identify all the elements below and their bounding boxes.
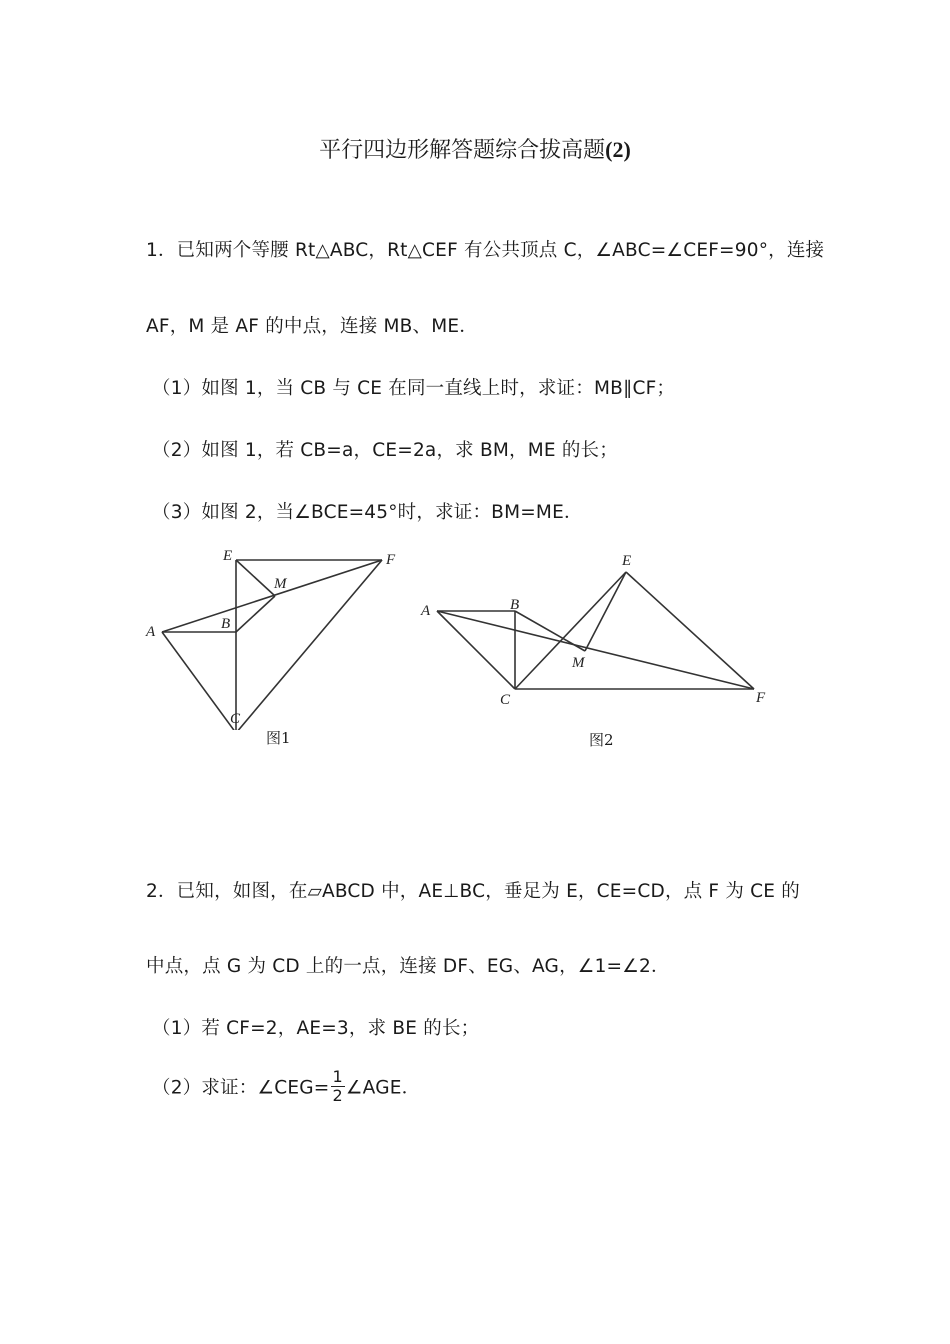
figure-1-labels [140,545,410,730]
title-main: 平行四边形解答题综合拔高题 [319,138,606,163]
figure-2-caption: 图2 [589,731,614,749]
figure-2-labels [415,545,780,710]
fig1-label-B: B [221,616,231,632]
problem2-question1: （1）若 CF=2，AE=3，求 BE 的长； [152,1018,480,1039]
figure-2 [415,545,780,710]
fig1-label-E: E [223,548,233,564]
fig1-label-M: M [274,576,287,592]
fig2-label-C: C [500,692,511,708]
problem2-statement-line1: 2．已知，如图，在▱ABCD 中，AE⊥BC，垂足为 E，CE=CD，点 F 为 CE 的 [146,881,800,902]
problem1-question1: （1）如图 1，当 CB 与 CE 在同一直线上时，求证：MB∥CF； [152,378,676,399]
problem1-statement-line1: 1．已知两个等腰 Rt△ABC，Rt△CEF 有公共顶点 C，∠ABC=∠CEF=90°，连接 [146,240,825,261]
fraction-numerator: 1 [332,1067,343,1086]
fig1-label-A: A [146,624,156,640]
problem2-q2-suffix: ∠AGE． [345,1077,421,1099]
fig2-label-A: A [421,603,431,619]
fig1-label-C: C [230,711,241,727]
problem2-q2-prefix: （2）求证：∠CEG= [152,1077,330,1099]
problem1-question3: （3）如图 2，当∠BCE=45°时，求证：BM=ME． [152,502,583,523]
fig2-label-M: M [572,655,585,671]
problem2-question2 [152,1067,421,1106]
problem2-statement-line2: 中点，点 G 为 CD 上的一点，连接 DF、EG、AG，∠1=∠2． [146,956,670,977]
problem1-question2: （2）如图 1，若 CB=a，CE=2a，求 BM，ME 的长； [152,440,618,461]
problem1-statement-line2: AF，M 是 AF 的中点，连接 MB、ME． [146,316,478,337]
fraction-one-half [331,1069,345,1104]
page-title [0,133,950,164]
figure-1-caption: 图1 [266,729,291,747]
title-suffix: (2) [605,137,631,162]
fig2-label-F: F [756,690,766,706]
fraction-denominator: 2 [332,1086,343,1105]
fig2-label-E: E [622,553,632,569]
figure-1 [140,545,410,730]
fig1-label-F: F [386,552,396,568]
fig2-label-B: B [510,597,520,613]
